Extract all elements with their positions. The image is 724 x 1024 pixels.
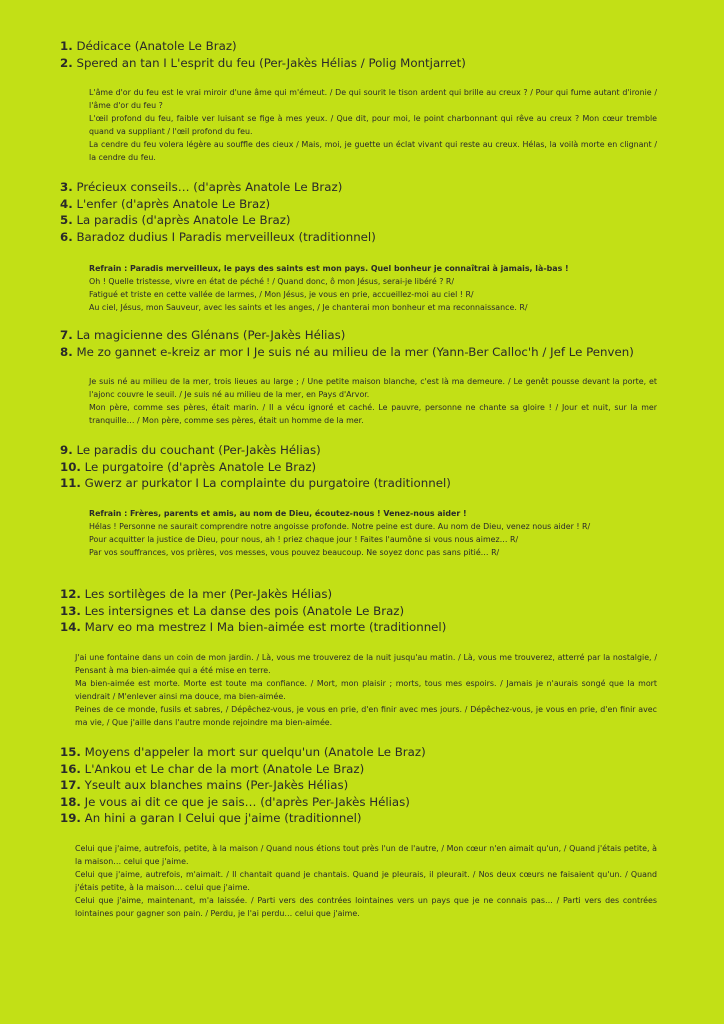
track-number: 7.: [60, 328, 73, 342]
lyrics-paragraph: [89, 375, 657, 427]
track-number: 16.: [60, 761, 81, 776]
lyrics-line: Je suis né au milieu de la mer, trois lieues au large ; / Une petite maison blanche, c'est là ma demeure. / Le genêt pousse devant la porte, et l'ajonc couvre le seuil. / Je suis né au milieu de la mer, en Pays d'Arvor.: [89, 377, 657, 399]
track-number: 9.: [60, 443, 73, 457]
track-title: La paradis (d'après Anatole Le Braz): [76, 213, 291, 228]
track-number: 6.: [60, 229, 73, 244]
track-title: Marv eo ma mestrez I Ma bien-aimée est morte (traditionnel): [84, 620, 447, 635]
track-item: [60, 442, 666, 459]
track-item: [60, 619, 666, 636]
track-number: 3.: [60, 180, 73, 194]
track-title: Je vous ai dit ce que je sais… (d'après Per-Jakès Hélias): [84, 794, 410, 809]
lyrics-paragraph: [89, 262, 657, 314]
lyrics-line: Fatigué et triste en cette vallée de larmes, / Mon Jésus, je vous en prie, accueillez-moi au ciel ! R/: [89, 290, 474, 299]
lyrics-line: L'œil profond du feu, faible ver luisant se fige à mes yeux. / Que dit, pour moi, le point charbonnant qui rêve au creux ? Mon cœur tremble quand va suppliant / l'œil profond du feu.: [89, 114, 657, 136]
track-title: Gwerz ar purkator I La complainte du purgatoire (traditionnel): [84, 476, 451, 491]
lyrics-line: Ma bien-aimée est morte. Morte est toute ma confiance. / Mort, mon plaisir ; morts, tous mes espoirs. / Jamais je n'aurais songé que la mort viendrait / M'enlever ainsi ma douce, ma bien-aimée.: [75, 679, 657, 701]
track-item: [60, 212, 666, 229]
lyrics-line: J'ai une fontaine dans un coin de mon jardin. / Là, vous me trouverez de la nuit jusqu'au matin. / Là, vous me trouverez, atterré par la nostalgie, / Pensant à ma bien-aimée qui a été mise en terre.: [75, 653, 657, 675]
track-item: [60, 586, 666, 603]
track-title: Spered an tan I L'esprit du feu (Per-Jakès Hélias / Polig Montjarret): [76, 55, 466, 70]
track-number: 5.: [60, 213, 73, 228]
track-title: Précieux conseils… (d'après Anatole Le Braz): [76, 180, 343, 194]
track-group-3: [60, 327, 666, 360]
track-item: [60, 327, 666, 344]
track-number: 15.: [60, 745, 81, 759]
refrain-line: Refrain : Frères, parents et amis, au nom de Dieu, écoutez-nous ! Venez-nous aider !: [89, 509, 467, 518]
lyrics-line: Oh ! Quelle tristesse, vivre en état de péché ! / Quand donc, ô mon Jésus, serai-je libéré ? R/: [89, 277, 455, 286]
track-item: [60, 459, 666, 476]
track-title: Yseult aux blanches mains (Per-Jakès Hélias): [84, 778, 349, 793]
lyrics-line: Hélas ! Personne ne saurait comprendre notre angoisse profonde. Notre peine est dure. Au nom de Dieu, venez nous aider ! R/: [89, 522, 591, 531]
refrain-line: Refrain : Paradis merveilleux, le pays des saints est mon pays. Quel bonheur je connaîtrai à jamais, là-bas !: [89, 264, 569, 273]
lyrics-line: La cendre du feu volera légère au souffle des cieux / Mais, moi, je guette un éclat vivant qui reste au creux. Hélas, la voilà morte en clignant / la cendre du feu.: [89, 140, 657, 162]
track-group-2: [60, 179, 666, 245]
track-item: [60, 794, 666, 811]
track-item: [60, 475, 666, 492]
track-item: [60, 810, 666, 827]
lyrics-paragraph: [75, 651, 657, 729]
track-item: [60, 229, 666, 246]
track-title: Moyens d'appeler la mort sur quelqu'un (Anatole Le Braz): [84, 745, 426, 759]
lyrics-paragraph: [89, 507, 657, 559]
track-title: La magicienne des Glénans (Per-Jakès Hélias): [76, 328, 346, 342]
lyrics-line: L'âme d'or du feu est le vrai miroir d'une âme qui m'émeut. / De qui sourit le tison ardent qui brille au creux ? / Pour qui fume autant d'ironie / l'âme d'or du feu ?: [89, 88, 657, 110]
track-item: [60, 179, 666, 196]
lyrics-line: Celui que j'aime, autrefois, petite, à la maison / Quand nous étions tout près l'un de l'autre, / Mon cœur n'en aimait qu'un, / Quand j'étais petite, à la maison… celui que j'aime.: [75, 844, 657, 866]
track-item: [60, 344, 666, 361]
track-title: Les sortilèges de la mer (Per-Jakès Hélias): [84, 587, 333, 601]
track-group-5: [60, 586, 666, 636]
lyrics-paragraph: [75, 842, 657, 920]
track-group-6: [60, 744, 666, 827]
track-item: [60, 603, 666, 620]
lyrics-line: Par vos souffrances, vos prières, vos messes, vous pouvez beaucoup. Ne soyez donc pas sans pitié… R/: [89, 548, 500, 557]
track-title: Me zo gannet e-kreiz ar mor I Je suis né au milieu de la mer (Yann-Ber Calloc'h / Jef Le Penven): [76, 344, 634, 359]
track-number: 8.: [60, 344, 73, 359]
lyrics-line: Celui que j'aime, autrefois, m'aimait. / Il chantait quand je chantais. Quand je pleurais, il pleurait. / Nos deux cœurs ne faisaient qu'un. / Quand j'étais petite, à la maison… celui que j'aime.: [75, 870, 657, 892]
track-number: 19.: [60, 811, 81, 826]
track-number: 10.: [60, 459, 81, 474]
track-title: L'Ankou et Le char de la mort (Anatole Le Braz): [84, 761, 365, 776]
lyrics-line: Pour acquitter la justice de Dieu, pour nous, ah ! priez chaque jour ! Faites l'aumône si vous nous aimez… R/: [89, 535, 519, 544]
track-title: An hini a garan I Celui que j'aime (traditionnel): [84, 811, 362, 826]
lyrics-line: Peines de ce monde, fusils et sabres, / Dépêchez-vous, je vous en prie, d'en finir avec mes jours. / Dépêchez-vous, je vous en prie, d'en finir avec ma vie, / Que j'aille dans l'autre monde rejoindre ma bien-aimée.: [75, 705, 657, 727]
track-number: 12.: [60, 587, 81, 601]
lyrics-line: Celui que j'aime, maintenant, m'a laissée. / Parti vers des contrées lointaines vers un pays que je ne connais pas… / Parti vers des contrées lointaines pour gagner son pain. / Perdu, je l'ai perdu… celui que j'aime.: [75, 896, 657, 918]
track-item: [60, 744, 666, 761]
track-title: Baradoz dudius I Paradis merveilleux (traditionnel): [76, 229, 376, 244]
track-number: 11.: [60, 476, 81, 491]
track-number: 13.: [60, 603, 81, 618]
lyrics-line: Au ciel, Jésus, mon Sauveur, avec les saints et les anges, / Je chanterai mon bonheur et ma reconnaissance. R/: [89, 303, 528, 312]
track-number: 14.: [60, 620, 81, 635]
track-number: 17.: [60, 778, 81, 793]
track-title: Le paradis du couchant (Per-Jakès Hélias): [76, 443, 321, 457]
track-number: 4.: [60, 196, 73, 211]
track-item: [60, 55, 666, 72]
track-number: 18.: [60, 794, 81, 809]
track-title: Dédicace (Anatole Le Braz): [76, 39, 237, 53]
track-group-1: [60, 38, 666, 71]
track-number: 2.: [60, 55, 73, 70]
track-item: [60, 38, 666, 55]
track-title: Les intersignes et La danse des pois (Anatole Le Braz): [84, 603, 405, 618]
lyrics-paragraph: [89, 86, 657, 164]
track-title: L'enfer (d'après Anatole Le Braz): [76, 196, 271, 211]
track-number: 1.: [60, 39, 73, 53]
track-title: Le purgatoire (d'après Anatole Le Braz): [84, 459, 317, 474]
lyrics-line: Mon père, comme ses pères, était marin. / Il a vécu ignoré et caché. Le pauvre, personne ne chante sa gloire ! / Jour et nuit, sur la mer tranquille… / Mon père, comme ses pères, était un homme de la mer.: [89, 403, 657, 425]
track-item: [60, 777, 666, 794]
track-group-4: [60, 442, 666, 492]
track-item: [60, 196, 666, 213]
track-item: [60, 761, 666, 778]
